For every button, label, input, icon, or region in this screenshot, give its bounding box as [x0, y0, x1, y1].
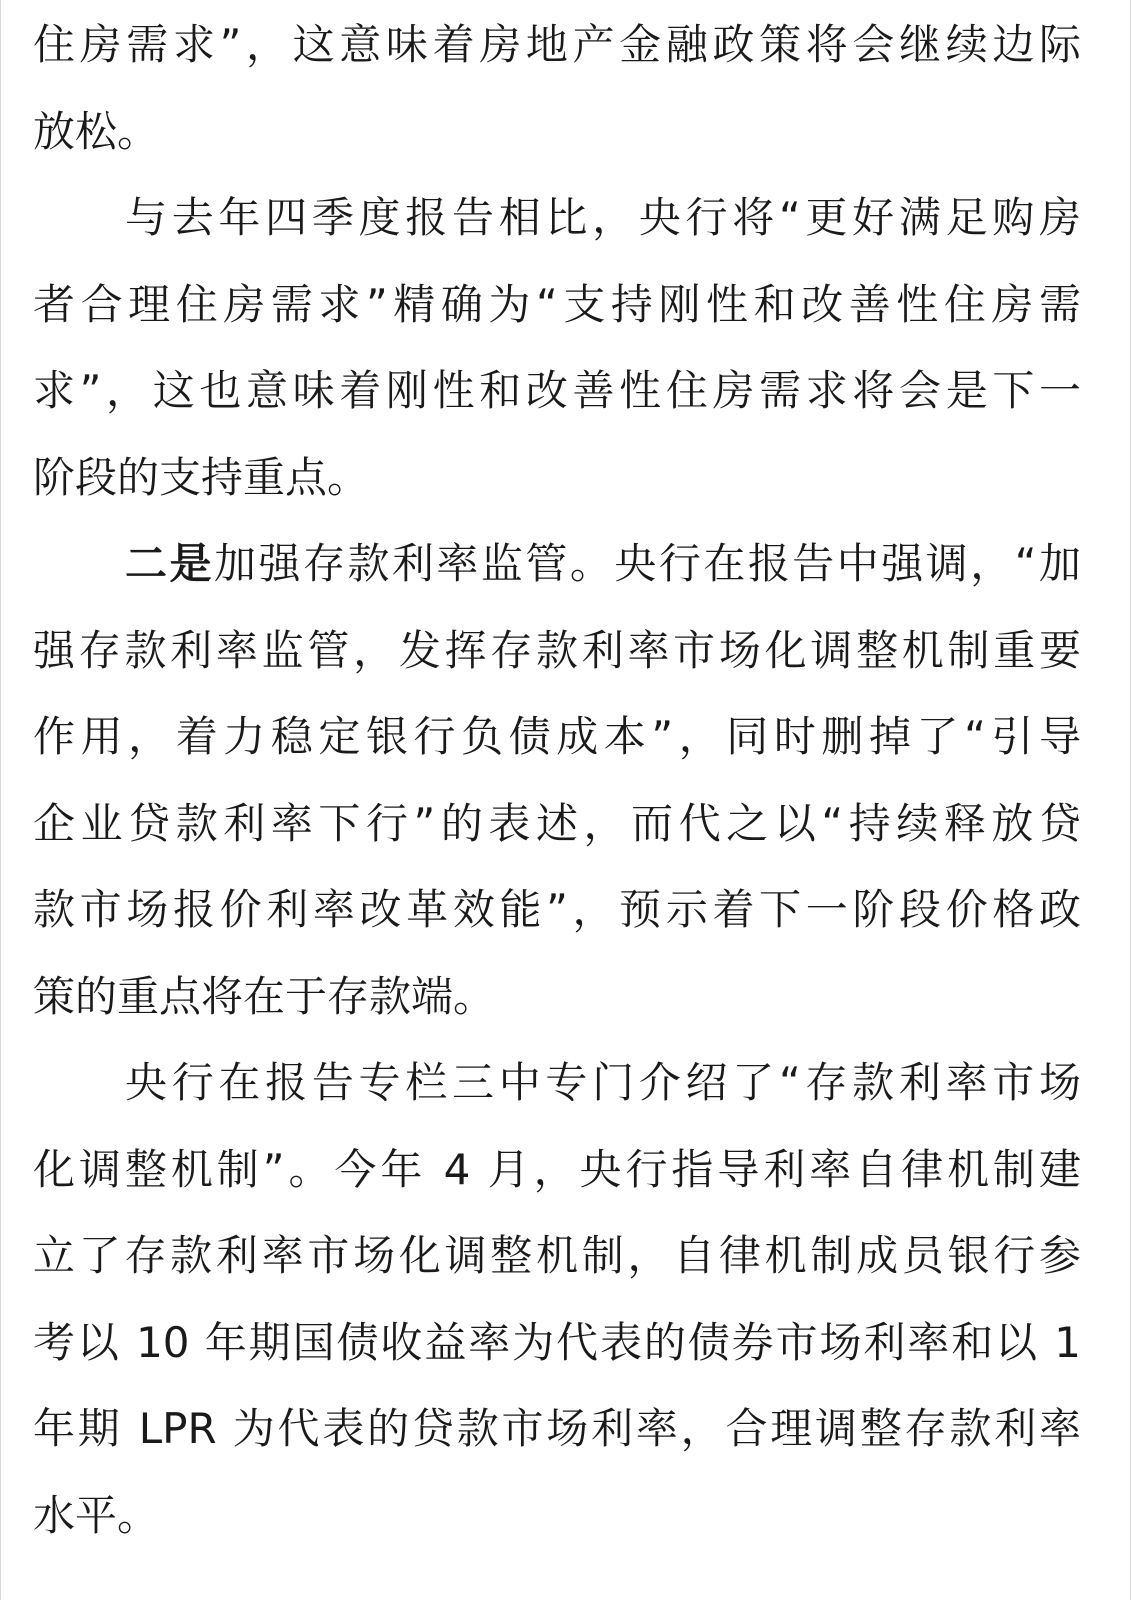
- text-line: 央行在报告专栏三中专门介绍了“存款利率市场: [125, 1058, 1081, 1107]
- text-line: 企业贷款利率下行”的表述，而代之以“持续释放贷: [33, 798, 1081, 848]
- paragraph-market-adjustment: [33, 1040, 1081, 1559]
- lead-bold-text: 二是: [125, 539, 214, 588]
- text-line: 立了存款利率市场化调整机制，自律机制成员银行参: [33, 1231, 1081, 1280]
- text-line: 策的重点将在于存款端。: [33, 971, 496, 1021]
- text-line: 作用，着力稳定银行负债成本”，同时删掉了“引导: [33, 712, 1081, 761]
- text-line: 款市场报价利率改革效能”，预示着下一阶段价格政: [33, 885, 1081, 934]
- text-line: 者合理住房需求”精确为“支持刚性和改善性住房需: [33, 279, 1081, 329]
- text-line: 强存款利率监管，发挥存款利率市场化调整机制重要: [33, 625, 1081, 675]
- text-line: 放松。: [33, 106, 160, 156]
- text-line: 与去年四季度报告相比，央行将“更好满足购房: [125, 193, 1081, 242]
- text-line: 阶段的支持重点。: [33, 452, 370, 502]
- text-line: 住房需求”，这意味着房地产金融政策将会继续边际: [33, 20, 1081, 69]
- text-line: 水平。: [33, 1490, 160, 1540]
- paragraph-rigid-demand: [33, 175, 1081, 521]
- text-line: 化调整机制”。今年 4 月，央行指导利率自律机制建: [33, 1144, 1081, 1194]
- text-line: 年期 LPR 为代表的贷款市场利率，合理调整存款利率: [33, 1404, 1081, 1453]
- article-body: [33, 2, 1081, 1559]
- text-line-lead: [33, 521, 1081, 608]
- text-line: 求”，这也意味着刚性和改善性住房需求将会是下一: [33, 366, 1081, 415]
- paragraph-housing-policy: [33, 2, 1081, 175]
- paragraph-deposit-rate-supervision: [33, 521, 1081, 1040]
- lead-text: 加强存款利率监管。央行在报告中强调，“加: [213, 539, 1081, 588]
- text-line: 考以 10 年期国债收益率为代表的债券市场利率和以 1: [33, 1317, 1081, 1367]
